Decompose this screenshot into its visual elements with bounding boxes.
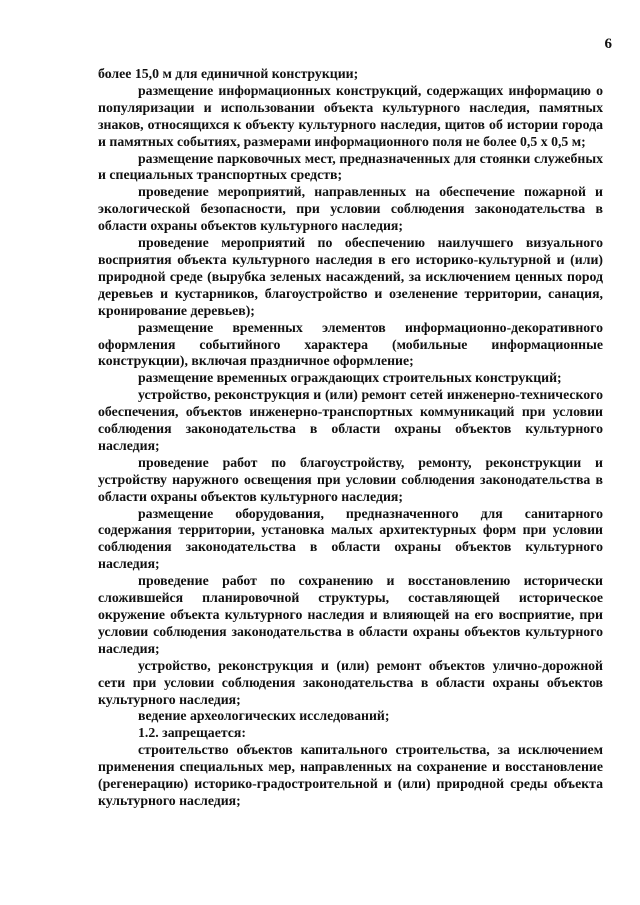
paragraph-landscaping-lighting: проведение работ по благоустройству, ремонту, реконструкции и устройству наружного освещения при условии соблюдения законодательства в области охраны объектов культурного наследия; [98,454,603,504]
page-number: 6 [604,36,612,52]
paragraph-planning-structure: проведение работ по сохранению и восстановлению исторически сложившейся планировочной структуры, составляющей историческое окружение объекта культурного наследия и влияющей на его восприятие, при условии соблюдения законодательства в области охраны объектов культурного наследия; [98,573,603,656]
document-body [98,66,603,810]
paragraph-archaeology: ведение археологических исследований; [138,708,390,724]
paragraph-visual-perception: проведение мероприятий по обеспечению наилучшего визуального восприятия объекта культурного наследия в его историко-культурной и (или) природной среде (вырубка зеленых насаждений, за исключением ценных пород деревьев и кустарников, благоустройство и озеленение территории, санация, кронирование деревьев); [98,235,603,318]
paragraph-temporary-fences: размещение временных ограждающих строительных конструкций; [138,370,562,386]
paragraph-section-1-2: 1.2. запрещается: [138,725,246,741]
paragraph-decorative-elements: размещение временных элементов информационно-декоративного оформления событийного характера (мобильные информационные конструкции), включая праздничное оформление; [98,319,603,369]
paragraph-capital-construction: строительство объектов капитального строительства, за исключением применения специальных мер, направленных на сохранение и восстановление (регенерацию) историко-градостроительной и (или) природной среды объекта культурного наследия; [98,742,603,808]
paragraph-road-network: устройство, реконструкция и (или) ремонт объектов улично-дорожной сети при условии соблюдения законодательства в области охраны объектов культурного наследия; [98,657,603,707]
paragraph-continuation: более 15,0 м для единичной конструкции; [98,66,359,81]
paragraph-engineering-networks: устройство, реконструкция и (или) ремонт сетей инженерно-технического обеспечения, объектов инженерно-транспортных коммуникаций при условии соблюдения законодательства в области охраны объектов культурного наследия; [98,387,603,453]
paragraph-parking: размещение парковочных мест, предназначенных для стоянки служебных и специальных транспортных средств; [98,150,603,183]
paragraph-info-constructions: размещение информационных конструкций, содержащих информацию о популяризации и использовании объекта культурного наследия, памятных знаков, относящихся к объекту культурного наследия, щитов об истории города и памятных событиях, размерами информационного поля не более 0,5 х 0,5 м; [98,82,603,149]
paragraph-fire-safety: проведение мероприятий, направленных на обеспечение пожарной и экологической безопасности, при условии соблюдения законодательства в области охраны объектов культурного наследия; [98,184,603,234]
paragraph-sanitary-equipment: размещение оборудования, предназначенного для санитарного содержания территории, установка малых архитектурных форм при условии соблюдения законодательства в области охраны объектов культурного наследия; [98,505,603,572]
